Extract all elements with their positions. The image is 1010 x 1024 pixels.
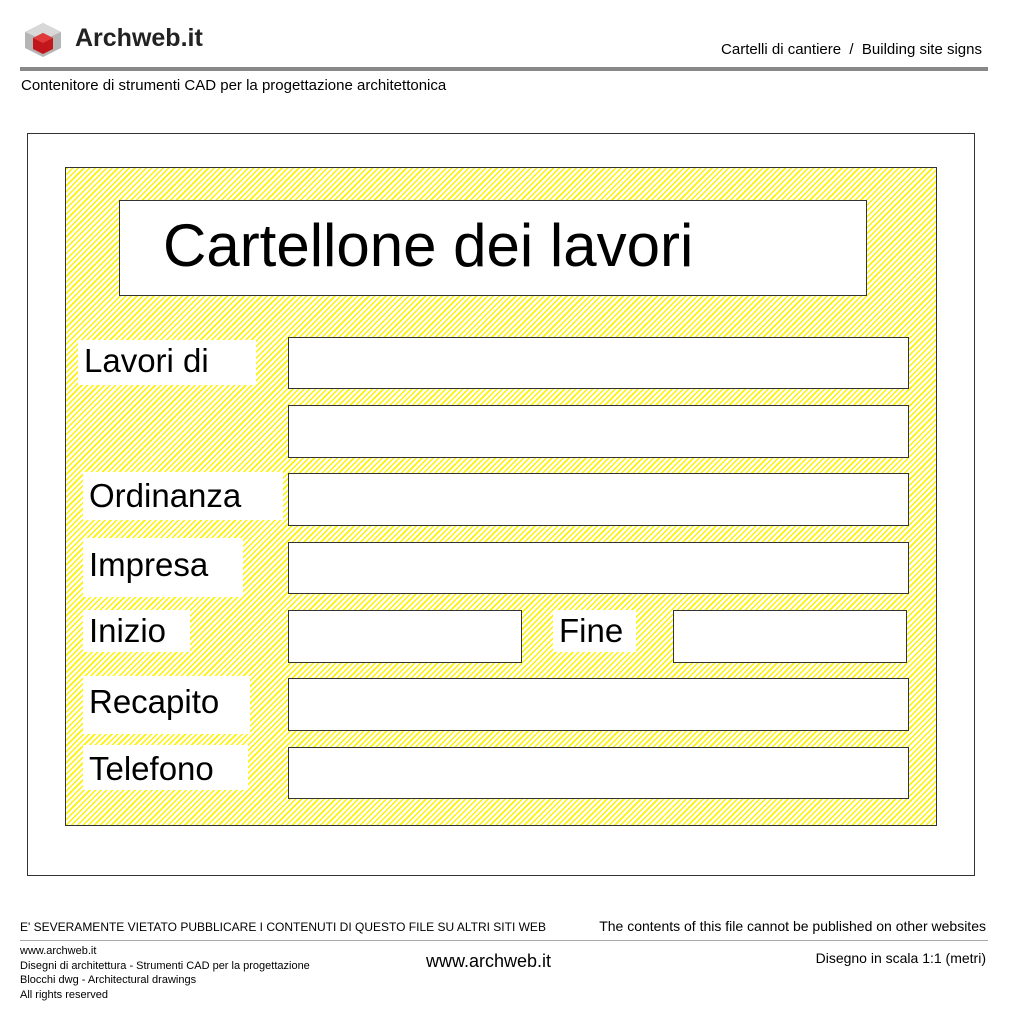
field-inizio — [288, 610, 522, 663]
footer-line: Disegni di architettura - Strumenti CAD per la progettazione — [20, 959, 310, 972]
label-ordinanza: Ordinanza — [83, 472, 283, 520]
label-impresa: Impresa — [83, 538, 243, 597]
subtitle: Contenitore di strumenti CAD per la progettazione architettonica — [21, 77, 447, 94]
field-telefono — [288, 747, 909, 799]
warning-italian: E' SEVERAMENTE VIETATO PUBBLICARE I CONTENUTI DI QUESTO FILE SU ALTRI SITI WEB — [20, 920, 546, 934]
label-lavori: Lavori di — [78, 340, 256, 385]
label-inizio: Inizio — [83, 610, 190, 652]
field-ordinanza — [288, 473, 909, 526]
warning-english: The contents of this file cannot be published on other websites — [599, 918, 986, 934]
field-impresa — [288, 542, 909, 594]
footer-divider — [20, 940, 988, 941]
brand-name: Archweb.it — [75, 24, 203, 52]
field-lavori-2 — [288, 405, 909, 458]
category-title: Cartelli di cantiere / Building site signs — [721, 41, 982, 58]
label-recapito: Recapito — [83, 676, 250, 734]
footer-line: www.archweb.it — [20, 945, 97, 957]
footer-info — [20, 944, 310, 1002]
scale-note: Disegno in scala 1:1 (metri) — [815, 950, 986, 966]
footer-line: All rights reserved — [20, 988, 109, 1001]
field-recapito — [288, 678, 909, 731]
logo-icon — [24, 22, 62, 63]
field-fine — [673, 610, 907, 663]
sign-title: Cartellone dei lavori — [163, 212, 694, 279]
footer-site: www.archweb.it — [426, 951, 552, 971]
label-fine: Fine — [553, 610, 636, 652]
field-lavori-1 — [288, 337, 909, 389]
header-divider — [20, 67, 988, 71]
footer-line: Blocchi dwg - Architectural drawings — [20, 974, 197, 986]
label-telefono: Telefono — [83, 745, 248, 790]
